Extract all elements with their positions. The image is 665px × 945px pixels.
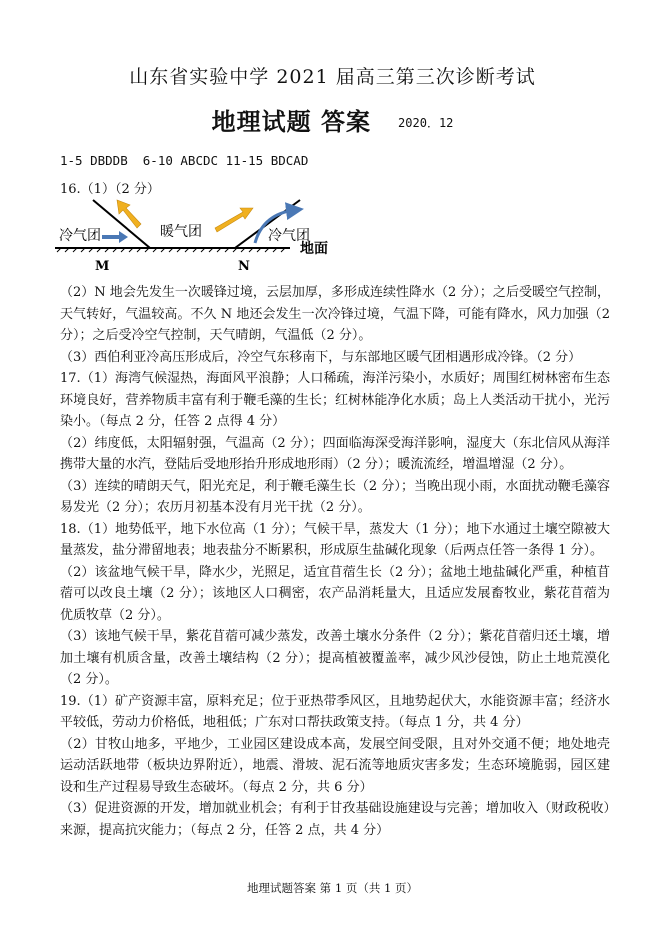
ground-label: 地面: [300, 241, 328, 257]
answer-paragraph: （3）促进资源的开发，增加就业机会；有利于甘孜基础设施建设与完善；增加收入（财政税收）来源，提高抗灾能力；（每点 2 分，任答 2 点，共 4 分）: [60, 801, 610, 838]
answer-paragraph: （3）连续的晴朗天气，阳光充足，利于鞭毛藻生长（2 分）；当晚出现小雨，水面扰动鞭毛藻容易发光（2 分）；农历月初基本没有月光干扰（2 分）。: [60, 478, 610, 515]
front-diagram: [55, 190, 345, 285]
answer-paragraph: （3）该地气候干旱，紫花苜蓿可减少蒸发，改善土壤水分条件（2 分）；紫花苜蓿归还土壤，增加土壤有机质含量，改善土壤结构（2 分）；提高植被覆盖率，减少风沙侵蚀，防止土地荒漠化（2 分）。: [60, 629, 610, 687]
answer-paragraph: （2）该盆地气候干旱，降水少，光照足，适宜苜蓿生长（2 分）；盆地土地盐碱化严重，种植苜蓿可以改良土壤（2 分）；该地区人口稠密，农产品消耗量大，且适应发展畜牧业，紫花苜蓿为优质牧草（2 分）。: [60, 564, 610, 623]
answer-paragraph: （2）纬度低，太阳辐射强，气温高（2 分）；四面临海深受海洋影响，湿度大（东北信风从海洋携带大量的水汽，登陆后受地形抬升形成地形雨）（2 分）；暖流流经，增温增湿（2 分）。: [60, 435, 610, 472]
answer-body: [60, 282, 610, 841]
page-subtitle: 地理试题 答案: [211, 108, 371, 136]
answer-paragraph: 17.（1）海湾气候湿热，海面风平浪静；人口稀疏，海洋污染小，水质好；周围红树林密布生态环境良好，营养物质丰富有利于鞭毛藻的生长；红树林能净化水质；岛上人类活动干扰小，光污染小。（每点 2 分，任答 2 点得 4 分）: [60, 371, 610, 429]
point-m-label: M: [95, 259, 110, 274]
subtitle-row: [0, 102, 665, 137]
page-footer: 地理试题答案 第 1 页（共 1 页）: [247, 881, 418, 895]
answer-paragraph: 18.（1）地势低平，地下水位高（1 分）；气候干旱，蒸发大（1 分）；地下水通过土壤空隙被大量蒸发，盐分滞留地表；地表盐分不断累积，形成原生盐碱化现象（后两点任答一条得 1 分）。: [60, 521, 610, 558]
point-n-label: N: [238, 259, 250, 274]
exam-date: 2020．12: [398, 116, 454, 130]
answer-paragraph: （3）西伯利亚冷高压形成后，冷空气东移南下，与东部地区暖气团相遇形成冷锋。（2 分）: [60, 349, 582, 365]
question-16-heading: 16.（1）（2 分）: [60, 182, 160, 197]
answer-paragraph: （2）甘牧山地多，平地少，工业园区建设成本高，发展空间受限，且对外交通不便；地处地壳运动活跃地带（板块边界附近），地震、滑坡、泥石流等地质灾害多发；生态环境脆弱，园区建设和生产过程易导致生态破坏。（每点 2 分，共 6 分）: [60, 736, 610, 795]
cold-air-arrow-left: [102, 231, 128, 243]
right-cold-air-label: 冷气团: [268, 228, 310, 244]
multiple-choice-answers: 1-5 DBDDB 6-10 ABCDC 11-15 BDCAD: [60, 153, 309, 168]
answer-paragraph: 19.（1）矿产资源丰富，原料充足；位于亚热带季风区，且地势起伏大，水能资源丰富；经济水平较低，劳动力价格低，地租低；广东对口帮扶政策支持。（每点 1 分，共 4 分）: [60, 693, 610, 730]
rising-air-arrow-right: [215, 208, 253, 232]
page-title: 山东省实验中学 2021 届高三第三次诊断考试: [129, 66, 536, 88]
answer-paragraph: （2）N 地会先发生一次暖锋过境，云层加厚，多形成连续性降水（2 分）；之后受暖空气控制，天气转好，气温较高。不久 N 地还会发生一次冷锋过境，气温下降，可能有降水，风力加强（2 分）；之后受冷空气控制，天气晴朗，气温低（2 分）。: [60, 285, 610, 343]
warm-air-label: 暖气团: [160, 224, 202, 240]
left-cold-air-label: 冷气团: [59, 228, 101, 244]
